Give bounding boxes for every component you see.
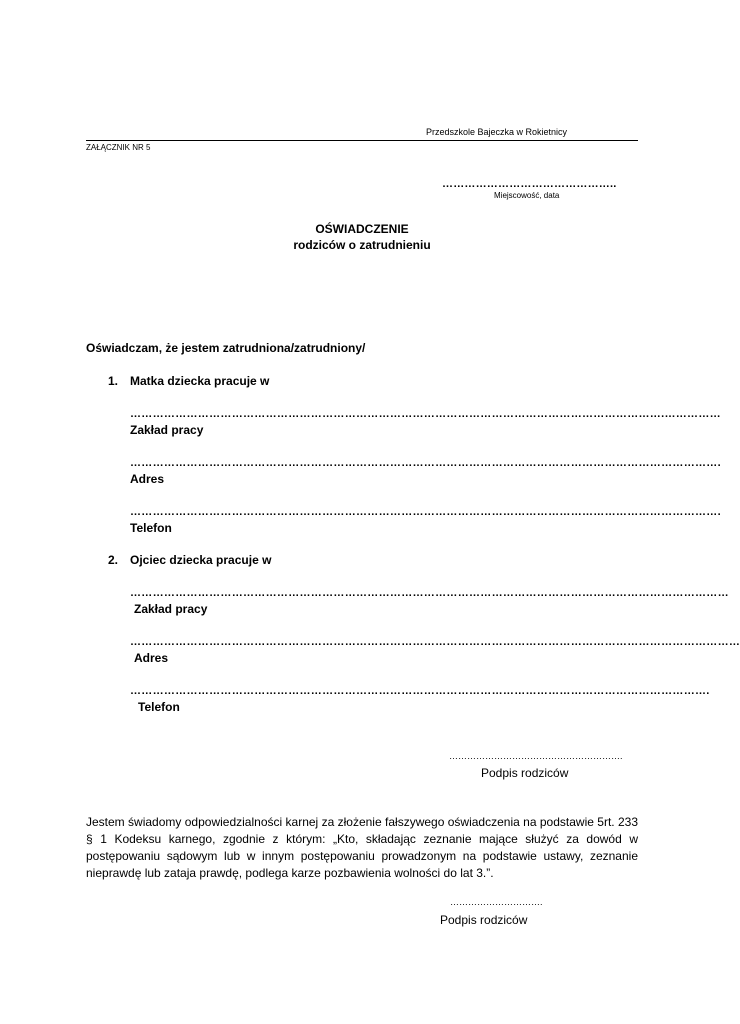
mother-employer-label: Zakład pracy (130, 423, 204, 437)
mother-phone-field: …………………………………………………………………………………………………………………………………………. (130, 506, 721, 518)
mother-address-label: Adres (130, 472, 165, 486)
father-number: 2. (108, 553, 119, 567)
mother-heading: Matka dziecka pracuje w (130, 374, 270, 388)
place-date-field: ……………………………………….. (442, 178, 617, 190)
mother-number: 1. (108, 374, 119, 388)
signature-1-field: …………………………………………………. (449, 751, 623, 761)
legal-statement: Jestem świadomy odpowiedzialności karnej za złożenie fałszywego oświadczenia na podstawie 5rt. 233 § 1 Kodeksu karnego, zgodnie z którym: „Kto, składając zeznanie mające służyć za dowód w postępowaniu sądowym lub w innym postępowaniu prowadzonym na podstawie ustawy, zeznanie nieprawdę lub zataja prawdę, podlega karze pozbawienia wolności do lat 3.”. (86, 815, 638, 880)
father-address-field: ……………………………………………………………………………………………………………………………………………… (130, 636, 740, 648)
father-phone-label: Telefon (138, 700, 180, 714)
mother-employer-field: …………………………………………………………………………………………………………………………….…………… (130, 408, 721, 420)
father-employer-field: …………………………………………………………………………………………………………………………………………… (130, 587, 729, 599)
annex-number: ZAŁĄCZNIK NR 5 (86, 143, 151, 152)
mother-phone-label: Telefon (130, 521, 172, 535)
father-heading: Ojciec dziecka pracuje w (130, 553, 272, 567)
document-subtitle: rodziców o zatrudnieniu (293, 238, 431, 252)
signature-1-label: Podpis rodziców (481, 766, 569, 780)
declaration-text: Oświadczam, że jestem zatrudniona/zatrudniony/ (86, 341, 366, 355)
place-date-label: Miejscowość, data (494, 191, 560, 200)
document-title: OŚWIADCZENIE (315, 222, 409, 236)
signature-2-label: Podpis rodziców (440, 913, 528, 927)
header-divider (86, 140, 638, 141)
mother-address-field: …………………………………………………………………………………………………………………………………………. (130, 457, 721, 469)
signature-2-field: …………………………. (450, 897, 543, 907)
father-phone-field: ………………………………………………………………………………………………………………………………………. (130, 685, 710, 697)
school-name: Przedszkole Bajeczka w Rokietnicy (426, 127, 568, 137)
father-address-label: Adres (134, 651, 169, 665)
father-employer-label: Zakład pracy (134, 602, 208, 616)
